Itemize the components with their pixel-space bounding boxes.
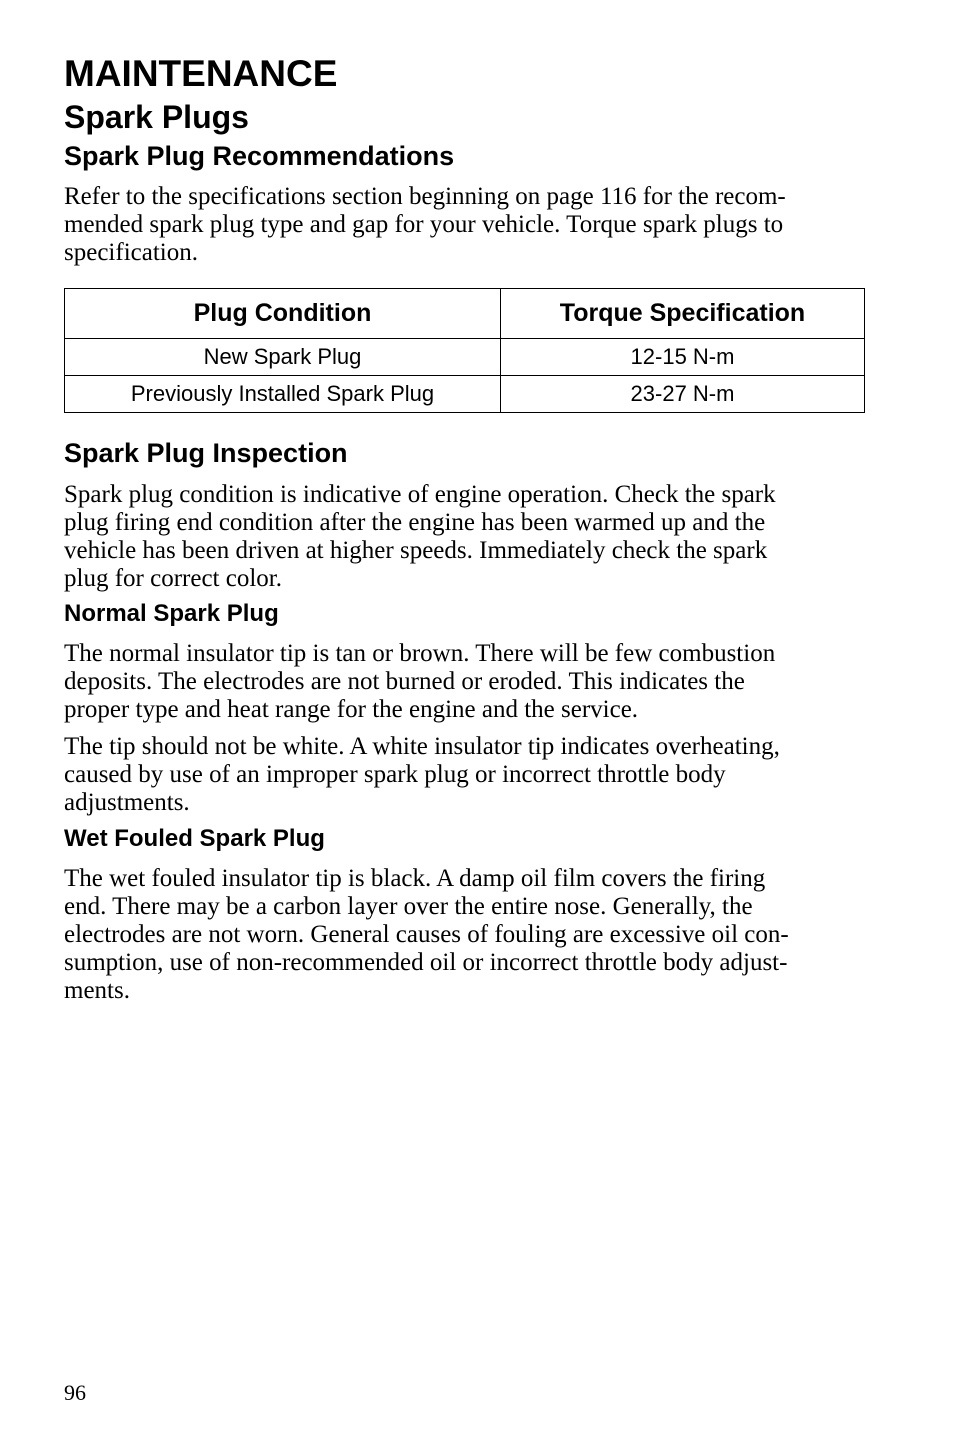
table-cell: 23-27 N-m: [501, 376, 865, 413]
subsection-title: Spark Plugs: [64, 99, 249, 135]
paragraph-line: Refer to the specifications section beginning on page 116 for the recom-: [64, 183, 786, 210]
normal-paragraph-1: [64, 640, 864, 724]
page-number: 96: [64, 1380, 86, 1405]
paragraph-line: adjustments.: [64, 789, 190, 816]
table-cell: Previously Installed Spark Plug: [65, 376, 501, 413]
paragraph-line: end. There may be a carbon layer over the entire nose. Generally, the: [64, 893, 753, 920]
table-header-row: [65, 289, 865, 339]
column-header-plug-condition: Plug Condition: [65, 289, 501, 339]
table-cell: New Spark Plug: [65, 339, 501, 376]
paragraph-line: vehicle has been driven at higher speeds. Immediately check the spark: [64, 537, 768, 564]
paragraph-line: mended spark plug type and gap for your vehicle. Torque spark plugs to: [64, 211, 784, 238]
table-row: [65, 376, 865, 413]
recommendations-paragraph: [64, 183, 864, 267]
recommendations-heading: Spark Plug Recommendations: [64, 141, 455, 171]
table-row: [65, 339, 865, 376]
wet-fouled-heading: Wet Fouled Spark Plug: [64, 825, 325, 852]
paragraph-line: The tip should not be white. A white insulator tip indicates overheating,: [64, 733, 780, 760]
section-title: MAINTENANCE: [64, 53, 338, 94]
normal-spark-plug-heading: Normal Spark Plug: [64, 600, 279, 627]
paragraph-line: The normal insulator tip is tan or brown. There will be few combustion: [64, 640, 776, 667]
paragraph-line: plug firing end condition after the engine has been warmed up and the: [64, 509, 766, 536]
normal-paragraph-2: [64, 733, 864, 817]
paragraph-line: deposits. The electrodes are not burned or eroded. This indicates the: [64, 668, 745, 695]
paragraph-line: specification.: [64, 239, 198, 266]
paragraph-line: The wet fouled insulator tip is black. A damp oil film covers the firing: [64, 865, 766, 892]
paragraph-line: plug for correct color.: [64, 565, 282, 592]
paragraph-line: electrodes are not worn. General causes of fouling are excessive oil con-: [64, 921, 789, 948]
column-header-torque-specification: Torque Specification: [501, 289, 865, 339]
paragraph-line: Spark plug condition is indicative of engine operation. Check the spark: [64, 481, 776, 508]
torque-spec-table: [64, 288, 865, 413]
wet-fouled-paragraph: [64, 865, 864, 1005]
paragraph-line: proper type and heat range for the engine and the service.: [64, 696, 639, 723]
paragraph-line: ments.: [64, 977, 130, 1004]
paragraph-line: sumption, use of non-recommended oil or incorrect throttle body adjust-: [64, 949, 788, 976]
inspection-paragraph: [64, 481, 864, 593]
paragraph-line: caused by use of an improper spark plug or incorrect throttle body: [64, 761, 726, 788]
inspection-heading: Spark Plug Inspection: [64, 438, 348, 468]
table-cell: 12-15 N-m: [501, 339, 865, 376]
